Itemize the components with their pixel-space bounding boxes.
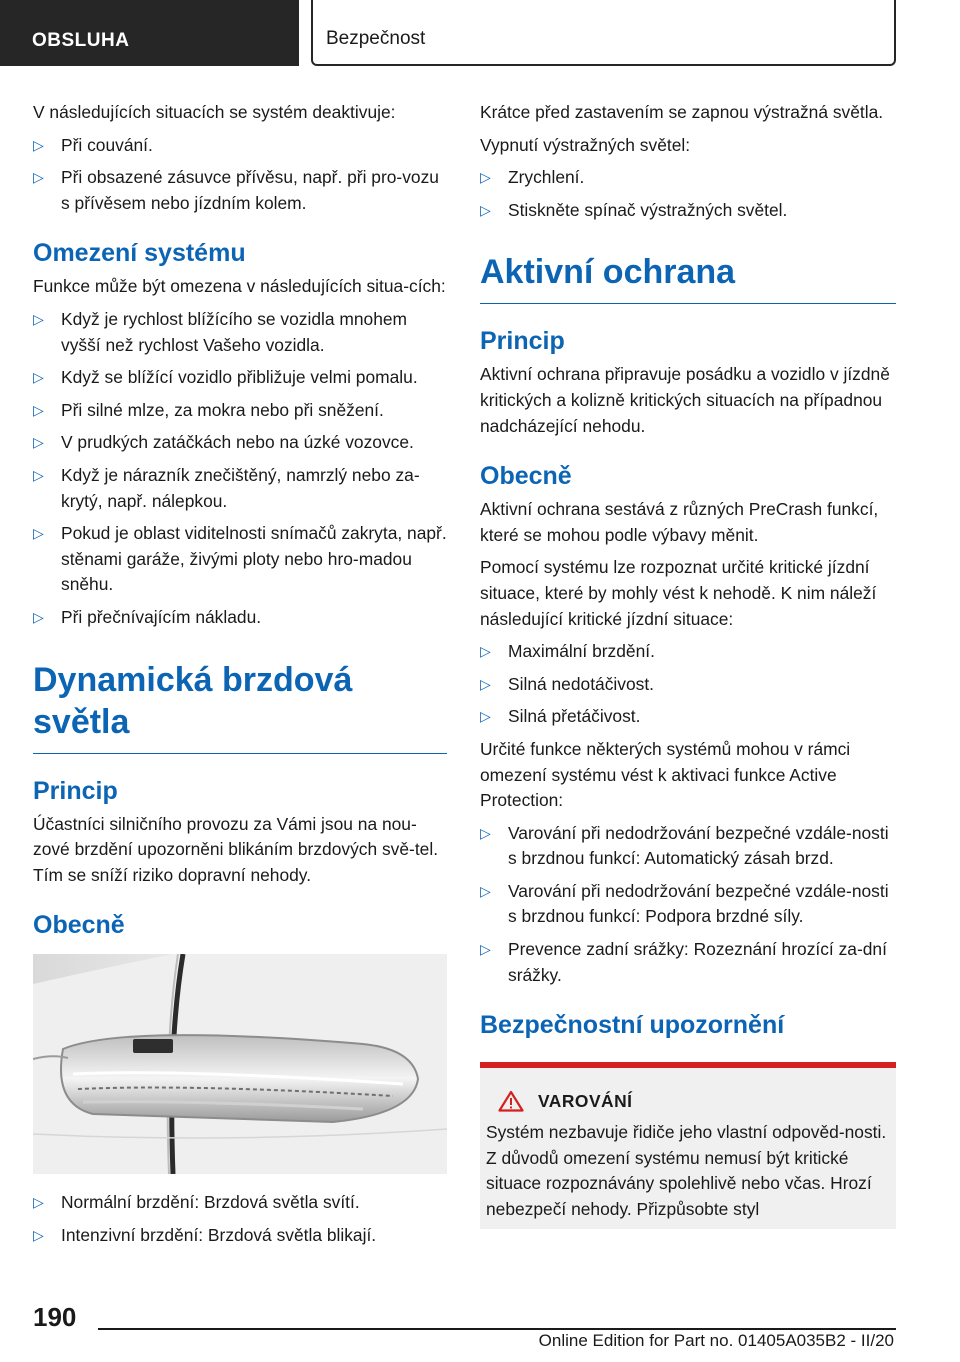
triangle-bullet-icon: ▷ [480,941,491,958]
list-item: ▷ Varování při nedodržování bezpečné vzdále-nosti s brzdnou funkcí: Podpora brzdné síly. [480,880,889,927]
functions-list [480,821,896,989]
principle-heading: Princip [480,327,565,356]
hazard-intro: Krátce před zastavením se zapnou výstražná světla. [480,102,884,122]
warning-title-row [486,1090,888,1112]
warning-title: VAROVÁNÍ [538,1090,633,1111]
dyn-principle-text: Účastníci silničního provozu za Vámi jsou na nou-zové brzdění upozorněni blikáním brzdových svě-tel. Tím se sníží riziko dopravní nehody. [33,813,439,885]
limits-heading: Omezení systému [33,239,246,268]
list-item: ▷ Když je rychlost blížícího se vozidla mnohem vyšší než rychlost Vašeho vozidla. [33,308,408,355]
chapter-title: Bezpečnost [311,0,896,66]
principle-text: Aktivní ochrana připravuje posádku a vozidlo v jízdně kritických a kolizně kritických situacích na případnou nadcházející nehodu. [480,364,890,436]
list-item: ▷ Při přečnívajícím nákladu. [33,605,447,631]
triangle-bullet-icon: ▷ [33,136,44,153]
dynamic-brake-lights-heading: Dynamická brzdová světla [33,659,447,754]
triangle-bullet-icon: ▷ [33,466,44,483]
list-item: ▷ Při silné mlze, za mokra nebo při sněžení. [33,398,447,424]
list-item: ▷ Maximální brzdění. [480,639,896,665]
triangle-bullet-icon: ▷ [480,675,491,692]
list-item: ▷ Intenzivní brzdění: Brzdová světla blikají. [33,1223,447,1249]
list-item: ▷ Silná nedotáčivost. [480,672,896,698]
list-item: ▷ Zrychlení. [480,165,896,191]
triangle-bullet-icon: ▷ [33,608,44,625]
triangle-bullet-icon: ▷ [33,525,44,542]
right-column [480,100,896,1229]
functions-text: Určité funkce některých systémů mohou v rámci omezení systému vést k aktivaci funkce Active Protection: [480,738,851,811]
general-heading: Obecně [480,462,572,491]
active-protection-heading: Aktivní ochrana [480,251,896,304]
list-item: ▷ Při couvání. [33,133,447,159]
triangle-bullet-icon: ▷ [480,824,491,841]
list-item: ▷ Stiskněte spínač výstražných světel. [480,198,896,224]
list-item: ▷ V prudkých zatáčkách nebo na úzké vozovce. [33,430,447,456]
warning-triangle-icon [498,1090,524,1112]
deactivation-list [33,133,447,217]
dyn-principle-heading: Princip [33,776,118,805]
situations-list [480,639,896,730]
triangle-bullet-icon: ▷ [480,201,491,218]
triangle-bullet-icon: ▷ [33,310,44,327]
deactivation-intro: V následujících situacích se systém deaktivuje: [33,102,396,122]
triangle-bullet-icon: ▷ [480,169,491,186]
brake-light-list [33,1190,447,1248]
list-item: ▷ Když se blížící vozidlo přibližuje velmi pomalu. [33,365,447,391]
list-item: ▷ Varování při nedodržování bezpečné vzdále-nosti s brzdnou funkcí: Automatický zásah brzd. [480,822,889,869]
list-item: ▷ Silná přetáčivost. [480,704,896,730]
triangle-bullet-icon: ▷ [33,169,44,186]
dyn-general-heading: Obecně [33,911,125,940]
triangle-bullet-icon: ▷ [480,643,491,660]
section-tab: OBSLUHA [0,0,299,66]
list-item: ▷ Pokud je oblast viditelnosti snímačů zakryta, např. stěnami garáže, živými ploty nebo hro-madou sněhu. [33,523,447,595]
warning-text: Systém nezbavuje řidiče jeho vlastní odpověd-nosti. Z důvodů omezení systému nemusí být kritické situace rozpoznávány spolehlivě nebo včas. Hrozí nebezpečí nehody. Přizpůsobte styl [486,1122,887,1220]
limits-text: Funkce může být omezena v následujících situa-cích: [33,276,446,297]
triangle-bullet-icon: ▷ [33,369,44,386]
tail-light-illustration [33,954,447,1174]
triangle-bullet-icon: ▷ [480,882,491,899]
tail-light-image [33,954,447,1174]
triangle-bullet-icon: ▷ [33,1194,44,1211]
general-text-1: Aktivní ochrana sestává z různých PreCrash funkcí, které se mohou podle výbavy měnit. [480,499,879,545]
triangle-bullet-icon: ▷ [480,708,491,725]
warning-box [480,1062,896,1228]
hazard-off-intro: Vypnutí výstražných světel: [480,134,691,155]
footer-divider [98,1328,896,1330]
safety-heading: Bezpečnostní upozornění [480,1011,785,1040]
footer-edition: Online Edition for Part no. 01405A035B2 - II/20 [538,1331,894,1350]
left-column [33,100,447,1255]
general-text-2: Pomocí systému lze rozpoznat určité kritické jízdní situace, které by mohly vést k nehodě. K nim náleží následující kritické jízdní situace: [480,557,877,629]
list-item: ▷ Normální brzdění: Brzdová světla svítí. [33,1190,447,1216]
triangle-bullet-icon: ▷ [33,401,44,418]
triangle-bullet-icon: ▷ [33,434,44,451]
limits-list [33,307,447,631]
list-item: ▷ Při obsazené zásuvce přívěsu, např. při pro-vozu s přívěsem nebo jízdním kolem. [33,167,439,213]
hazard-off-list [480,165,896,223]
triangle-bullet-icon: ▷ [33,1226,44,1243]
list-item: ▷ Prevence zadní srážky: Rozeznání hrozící za-dní srážky. [480,939,887,985]
page-number: 190 [33,1302,77,1332]
list-item: ▷ Když je nárazník znečištěný, namrzlý nebo za-krytý, např. nálepkou. [33,464,420,511]
